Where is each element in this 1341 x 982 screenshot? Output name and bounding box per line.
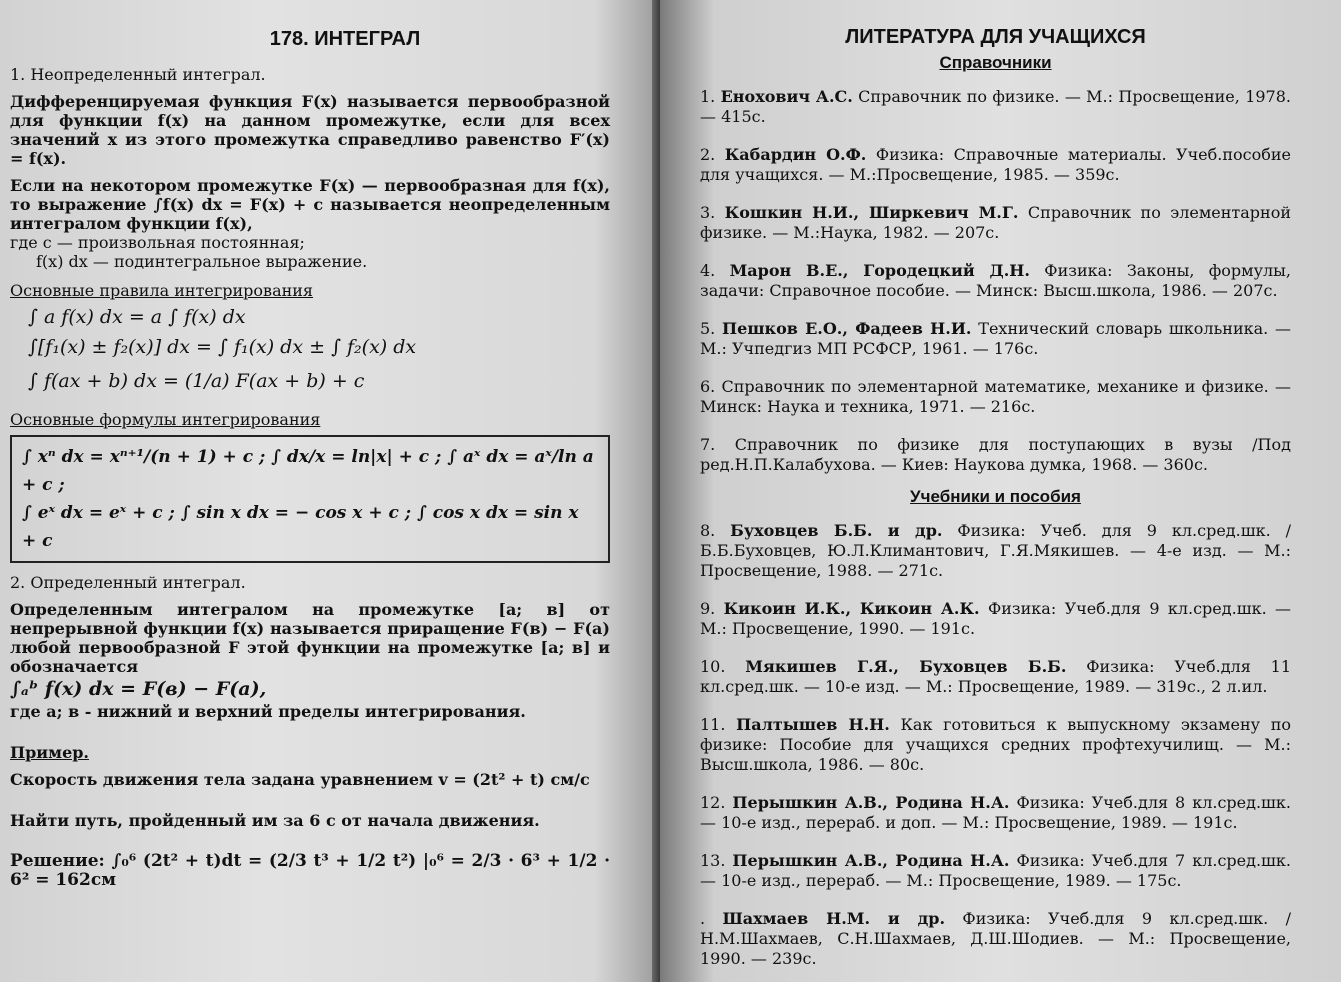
list-item: 5. Пешков Е.О., Фадеев Н.И. Технический словарь школьника. — М.: Учпедгиз МП РСФСР, 1961. — 176с.	[700, 319, 1291, 358]
list-item: 10. Мякишев Г.Я., Буховцев Б.Б. Физика: Учеб.для 11 кл.сред.шк. — 10-е изд. — М.: Просвещение, 1989. — 319с., 2 л.ил.	[700, 657, 1291, 696]
section-heading-definite: 2. Определенный интеграл.	[10, 573, 246, 592]
paragraph-definite-integral: Определенным интегралом на промежутке [a; в] от непрерывной функции f(x) называется приращение F(в) − F(a) любой первообразной F этой функции на промежутке [a; в] и обозначается	[10, 600, 610, 676]
list-item: 13. Перышкин А.В., Родина Н.А. Физика: Учеб.для 7 кл.сред.шк. — 10-е изд., переpаб. — М.: Просвещение, 1989. — 175с.	[700, 851, 1292, 890]
list-item: 11. Палтышев Н.Н. Как готовиться к выпускному экзамену по физике: Пособие для учащихся средних профтехучилищ. — М.: Высш.школа, 1986. — 80с.	[700, 715, 1292, 774]
formula-line-1: ∫ xⁿ dx = xⁿ⁺¹/(n + 1) + c ; ∫ dx/x = ln|x| + c ; ∫ aˣ dx = aˣ/ln a + c ;	[22, 447, 594, 495]
example-task: Найти путь, пройденный им за 6 с от начала движения.	[10, 811, 540, 830]
list-item: 3. Кошкин Н.И., Ширкевич М.Г. Справочник по элементарной физике. — М.:Наука, 1982. — 207с.	[700, 203, 1291, 242]
definite-integral-formula: ∫ₐᵇ f(x) dx = F(в) − F(a),	[10, 678, 267, 700]
formulas-heading: Основные формулы интегрирования	[10, 410, 321, 429]
rule-sum: ∫[f₁(x) ± f₂(x)] dx = ∫ f₁(x) dx ± ∫ f₂(x) dx	[28, 336, 417, 358]
right-page	[660, 0, 1341, 982]
section-heading-indefinite: 1. Неопределенный интеграл.	[10, 65, 266, 84]
list-item: 2. Кабардин О.Ф. Физика: Справочные материалы. Учеб.пособие для учащихся. — М.:Просвещение, 1985. — 359с.	[700, 145, 1292, 184]
paragraph-indefinite-integral: Если на некотором промежутке F(x) — первообразная для f(x), то выражение ∫f(x) dx = F(x) + c называется неопределенным интегралом функции f(x),	[10, 176, 610, 233]
formulas-box	[10, 435, 610, 563]
section-handbooks: Справочники	[939, 53, 1052, 72]
list-handbooks	[700, 87, 1291, 475]
paragraph-limits: где a; в - нижний и верхний пределы интегрирования.	[10, 702, 526, 721]
list-item: 4. Марон В.Е., Городецкий Д.Н. Физика: Законы, формулы, задачи: Справочное пособие. — Минск: Высш.школа, 1986. — 207с.	[700, 261, 1291, 300]
list-item: . Шахмаев Н.М. и др. Физика: Учеб.для 9 кл.сред.шк. /Н.М.Шахмаев, С.Н.Шахмаев, Д.Ш.Шодиев. — М.: Просвещение, 1990. — 239с.	[700, 909, 1291, 968]
example-heading: Пример.	[10, 743, 89, 762]
list-item: 12. Перышкин А.В., Родина Н.А. Физика: Учеб.для 8 кл.сред.шк. — 10-е изд., переpаб. и доп. — М.: Просвещение, 1989. — 191с.	[700, 793, 1292, 832]
list-textbooks	[700, 521, 1291, 969]
paragraph-constant: где c — произвольная постоянная;	[10, 233, 305, 252]
list-item: 6. Справочник по элементарной математике, механике и физике. — Минск: Наука и техника, 1971. — 216с.	[700, 377, 1291, 416]
list-item: 9. Кикоин И.К., Кикоин А.К. Физика: Учеб.для 9 кл.сред.шк. — М.: Просвещение, 1990. — 191с.	[700, 599, 1292, 638]
list-item: 7. Справочник по физике для поступающих в вузы /Под ред.Н.П.Калабухова. — Киев: Наукова думка, 1968. — 360с.	[700, 435, 1291, 474]
rule-constant-factor: ∫ a f(x) dx = a ∫ f(x) dx	[28, 306, 246, 328]
page-title-left: 178. ИНТЕГРАЛ	[269, 28, 421, 50]
rule-linear-substitution: ∫ f(ax + b) dx = (1/a) F(ax + b) + c	[28, 370, 365, 392]
section-textbooks: Учебники и пособия	[910, 487, 1081, 506]
page-title-right: ЛИТЕРАТУРА ДЛЯ УЧАЩИХСЯ	[845, 26, 1146, 48]
paragraph-integrand: f(x) dx — подинтегральное выражение.	[36, 252, 368, 271]
example-solution: Решение: ∫₀⁶ (2t² + t)dt = (2/3 t³ + 1/2 t²) |₀⁶ = 2/3 · 6³ + 1/2 · 6² = 162см	[10, 851, 610, 890]
left-page	[0, 0, 660, 982]
paragraph-antiderivative: Дифференцируемая функция F(x) называется первообразной для функции f(x) на данном промежутке, если для всех значений x из этого промежутка справедливо равенство F′(x) = f(x).	[10, 92, 610, 168]
rules-heading: Основные правила интегрирования	[10, 281, 314, 300]
list-item: 1. Еноxович А.С. Справочник по физике. — М.: Просвещение, 1978. — 415с.	[700, 87, 1291, 126]
formula-line-2: ∫ eˣ dx = eˣ + c ; ∫ sin x dx = − cos x + c ; ∫ cos x dx = sin x + c	[22, 503, 579, 551]
list-item: 8. Буховцев Б.Б. и др. Физика: Учеб. для 9 кл.сред.шк. /Б.Б.Буховцев, Ю.Л.Климантович, Г.Я.Мякишев. — 4-е изд. — М.: Просвещение, 1988. — 271с.	[700, 521, 1291, 580]
example-velocity: Скорость движения тела задана уравнением v = (2t² + t) см/с	[10, 770, 590, 789]
